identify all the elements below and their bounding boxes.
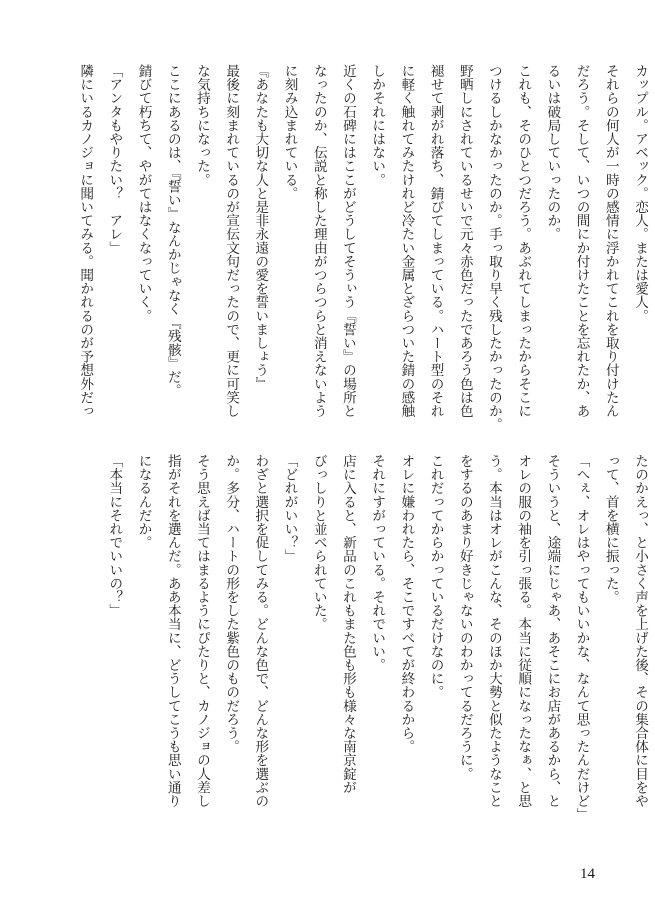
text-line: って、首を横に振った。	[602, 454, 619, 604]
text-line: ここにあるのは、『誓い』なんかじゃなく『残骸』だ。	[164, 64, 181, 398]
text-line: 指がそれを選んだ。ああ本当に、どうしてこうも思い通り	[164, 454, 181, 808]
text-line: 「本当にそれでいいの？」	[106, 454, 123, 618]
text-line: それらの何人が一時の感情に浮かれてこれを取り付けたん	[602, 64, 619, 418]
text-line: 最後に刻まれているのが宣伝文句だったので、更に可笑し	[223, 64, 240, 418]
text-line: つけるしかなかったのか。手っ取り早く残したかったのか。	[485, 64, 502, 432]
text-line: オレに嫌われたら、そこですべてが終わるから。	[398, 454, 415, 754]
text-line: それにすがっている。それでいい。	[369, 454, 386, 672]
text-line: になるんだか。	[135, 454, 152, 550]
text-line: 「へぇ、オレはやってもいいかな、なんて思ったんだけど」	[573, 454, 590, 822]
text-line: これだってからかっているだけなのに。	[427, 454, 444, 699]
text-line: か。多分、ハートの形をした紫色のものだろう。	[223, 454, 240, 754]
text-line: わざと選択を促してみる。どんな色で、どんな形を選ぶの	[252, 454, 269, 808]
text-line: たのかえっ、と小さく声を上げた後、その集合体に目をや	[632, 454, 648, 808]
text-block-bottom	[66, 454, 654, 822]
text-line: 『あなたも大切な人と是非永遠の愛を誓いましょう』	[252, 64, 269, 391]
text-line: 「アンタもやりたい？ アレ」	[106, 64, 123, 255]
text-line: 野晒しにされているせいで元々赤色だったであろう色は色	[456, 64, 473, 418]
text-line: 「どれがいい？」	[281, 454, 298, 563]
text-line: 近くの石碑にはここがどうしてそうぃう『誓い』の場所と	[339, 64, 356, 418]
text-line: な気持ちになった。	[193, 64, 210, 187]
text-line: なったのか、伝説と称した理由がつらつらと消えないよう	[310, 64, 327, 418]
text-line: に軽く触れてみたけれど冷たい金属とざらついた錆の感触	[398, 64, 415, 418]
text-line: これも、そのひとつだろう。あぶれてしまったからそこに	[515, 64, 532, 418]
text-line: オレの服の袖を引っ張る。本当に従順になったなぁ、と思	[515, 454, 532, 808]
text-line: びっしりと並べられていた。	[310, 454, 327, 631]
text-line: だろう。そして、いつの間にか付けたことを忘れたか、あ	[573, 64, 590, 418]
text-line: しかそれにはない。	[369, 64, 386, 187]
text-line: 店に入ると、新品のこれもまた色も形も様々な南京錠が	[339, 454, 356, 794]
text-line: カップル。アベック。恋人。または愛人。	[632, 64, 648, 323]
text-line: をするのあまり好きじゃないのわかってるだろうに。	[456, 454, 473, 781]
text-line: に刻み込まれている。	[281, 64, 298, 200]
text-line: う。本当はオレがこんな、そのほか大勢と似たようなこと	[485, 454, 502, 808]
page-number: 14	[580, 866, 595, 882]
text-line: そういうと、途端にじゃあ、あそこにお店があるから、と	[544, 454, 561, 808]
text-line: るいは破局していったのか。	[544, 64, 561, 241]
text-line: 錆びて朽ちて、やがてはなくなっていく。	[135, 64, 152, 323]
text-line: 隣にいるカノジョに聞いてみる。聞かれるのが予想外だっ	[77, 64, 94, 418]
text-line: そう思えば当てはまるようにぴたりと、カノジョの人差し	[193, 454, 210, 808]
text-block-top	[66, 64, 654, 432]
text-line: 褪せて剥がれ落ち、錆びてしまっている。ハート型のそれ	[427, 64, 444, 418]
